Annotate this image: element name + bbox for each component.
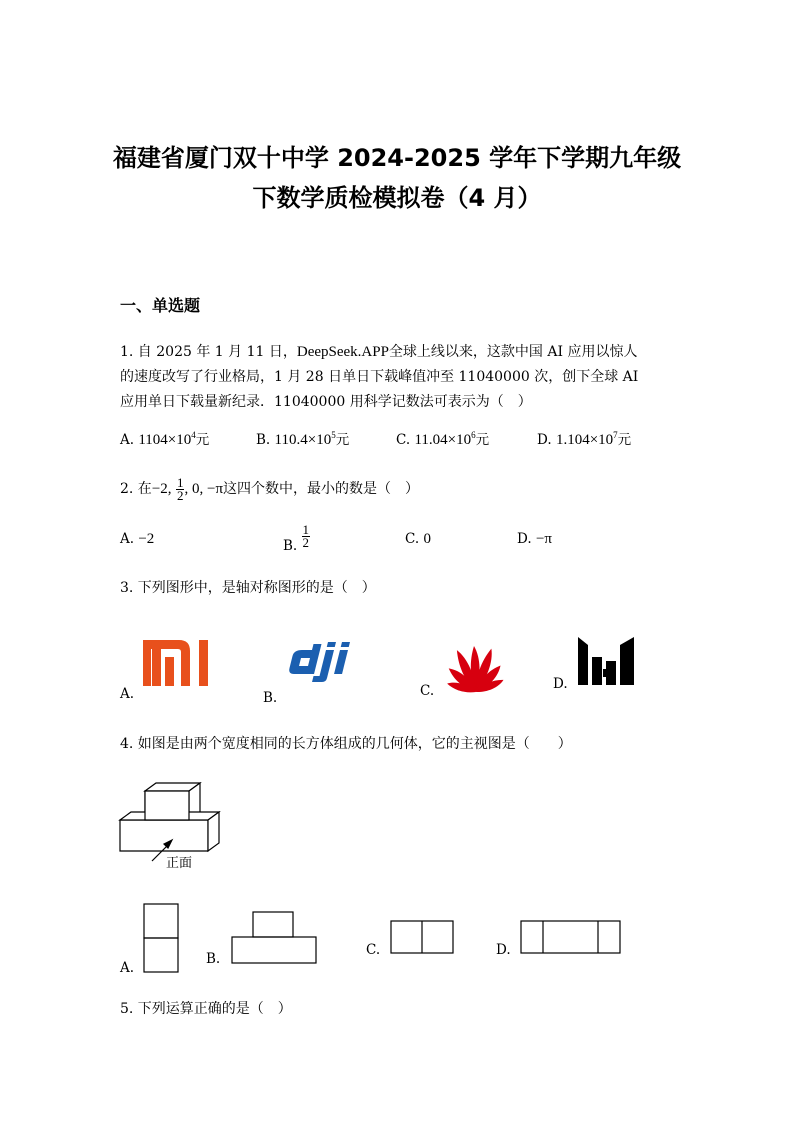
- option-fraction: [302, 524, 311, 549]
- times: ×: [447, 432, 457, 448]
- q1-stem-line3: 应用单日下载量新纪录．11040000 用科学记数法可表示为（ ）: [120, 394, 532, 410]
- times: ×: [167, 432, 177, 448]
- q4-option-a-label[interactable]: A.: [120, 960, 135, 976]
- option-label: C.: [396, 432, 411, 448]
- option-label: C.: [405, 531, 420, 547]
- page-title-line2: 下数学质检模拟卷（4 月）: [252, 184, 542, 212]
- dji-logo-icon: [288, 642, 368, 682]
- q4-option-d-label[interactable]: D.: [496, 942, 511, 958]
- page-title-line1: 福建省厦门双十中学 2024-2025 学年下学期九年级: [112, 144, 682, 172]
- q3-option-d-label[interactable]: D.: [553, 676, 568, 692]
- option-label: D.: [517, 531, 532, 547]
- q2-option-c[interactable]: [405, 531, 431, 548]
- q2-prefix: 2. 在: [120, 481, 152, 497]
- coef: 1104: [138, 432, 168, 448]
- base: 10: [176, 432, 192, 448]
- times: ×: [589, 432, 599, 448]
- mi-logo-icon: [143, 640, 215, 686]
- option-label: A.: [120, 531, 135, 547]
- q1-text-a: 1. 自 2025 年 1 月 11 日，: [120, 344, 297, 360]
- option-label: D.: [537, 432, 552, 448]
- q2-option-d[interactable]: [517, 531, 552, 548]
- q3-option-a-label[interactable]: A.: [120, 686, 135, 702]
- q4-option-c-label[interactable]: C.: [366, 942, 381, 958]
- q4-option-b-view: [231, 911, 319, 967]
- q2-math-2: , 0, −π: [184, 481, 224, 497]
- coef: 11.04: [414, 432, 448, 448]
- bar-mark-logo-icon: [578, 637, 638, 689]
- denominator: 2: [302, 535, 310, 550]
- unit: 元: [475, 432, 490, 448]
- option-label: B.: [256, 432, 271, 448]
- q3-option-b-label[interactable]: B.: [263, 690, 278, 706]
- q1-option-b[interactable]: [256, 428, 349, 449]
- option-value: −π: [535, 531, 552, 547]
- q1-stem-line1: [120, 339, 637, 365]
- q2-math-1: −2,: [151, 481, 172, 497]
- q1-option-a[interactable]: [120, 428, 209, 449]
- q3-option-c-label[interactable]: C.: [420, 683, 435, 699]
- unit: 元: [617, 432, 632, 448]
- denominator: 2: [176, 487, 184, 503]
- option-label: B.: [283, 538, 298, 554]
- option-value: 0: [423, 531, 431, 547]
- numerator: 1: [302, 522, 310, 537]
- q4-option-a-view: [143, 903, 181, 975]
- base: 10: [598, 432, 614, 448]
- huawei-logo-icon: [443, 642, 509, 694]
- q4-option-b-label[interactable]: B.: [206, 951, 221, 967]
- coef: 1.104: [555, 432, 590, 448]
- q1-stem-line2: 的速度改写了行业格局，1 月 28 日单日下载峰值冲至 11040000 次，创下全球 AI: [120, 369, 639, 385]
- exponent: 7: [613, 430, 618, 440]
- q1-option-c[interactable]: [396, 428, 489, 449]
- q2-suffix: 这四个数中，最小的数是（ ）: [223, 481, 420, 497]
- base: 10: [316, 432, 332, 448]
- exponent: 6: [471, 430, 476, 440]
- q1-text-b: 全球上线以来，这款中国 AI 应用以惊人: [388, 344, 638, 360]
- q3-stem: 3. 下列图形中，是轴对称图形的是（ ）: [120, 580, 376, 596]
- times: ×: [307, 432, 317, 448]
- q4-option-c-view: [390, 920, 456, 956]
- q2-option-b[interactable]: [283, 522, 310, 554]
- q4-stem: 4. 如图是由两个宽度相同的长方体组成的几何体，它的主视图是（ ）: [120, 736, 572, 752]
- front-label: 正面: [166, 856, 193, 871]
- option-label: A.: [120, 432, 135, 448]
- unit: 元: [195, 432, 210, 448]
- coef: 110.4: [274, 432, 308, 448]
- exponent: 4: [191, 430, 196, 440]
- q1-option-d[interactable]: [537, 428, 631, 449]
- exponent: 5: [331, 430, 336, 440]
- q4-option-d-view: [520, 920, 624, 956]
- option-value: −2: [138, 531, 155, 547]
- section-heading: 一、单选题: [120, 296, 201, 315]
- q2-option-a[interactable]: [120, 531, 154, 548]
- base: 10: [456, 432, 472, 448]
- unit: 元: [335, 432, 350, 448]
- q2-stem: [120, 476, 419, 502]
- q5-stem: 5. 下列运算正确的是（ ）: [120, 1001, 292, 1017]
- numerator: 1: [176, 474, 184, 490]
- q1-app-name: DeepSeek.APP: [296, 344, 389, 360]
